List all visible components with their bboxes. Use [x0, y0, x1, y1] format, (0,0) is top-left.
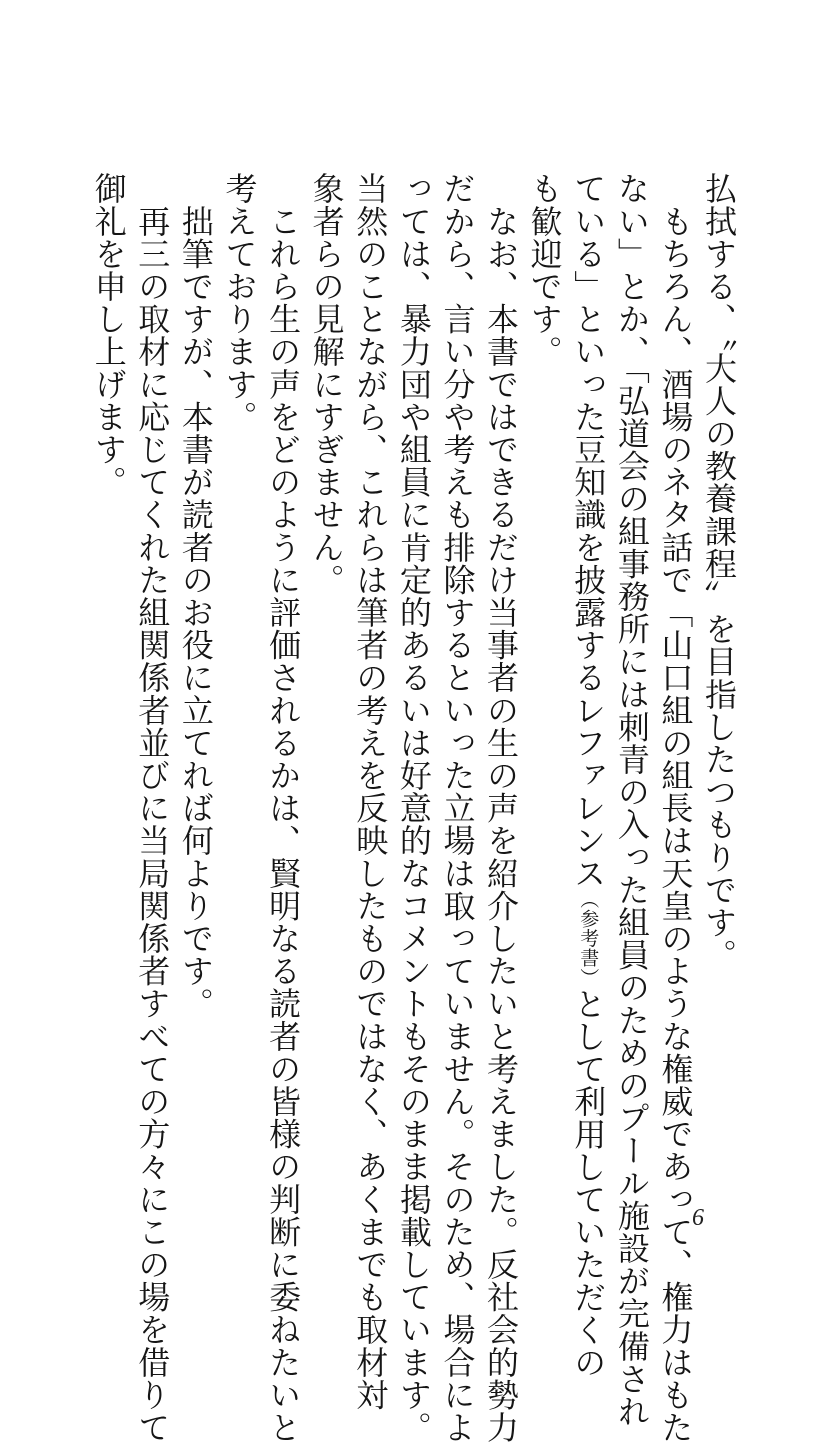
text-line: 拙筆ですが、本書が読者のお役に立てれば何よりです。 — [176, 172, 215, 1020]
text-line: これら生の声をどのように評価されるかは、賢明なる読者の皆様の判断に委ねたいと — [264, 172, 303, 1443]
text-line: 御礼を申し上げます。 — [89, 172, 128, 498]
page-number: 6 — [692, 1205, 704, 1231]
text-segment: として利用していただくの — [569, 987, 608, 1379]
text-line: 象者らの見解にすぎません。 — [307, 172, 346, 596]
text-line: 再三の取材に応じてくれた組関係者並びに当局関係者すべての方々にこの場を借りて — [133, 172, 172, 1443]
text-line: だから、言い分や考えも排除するといった立場は取っていません。そのため、場合によ — [438, 172, 477, 1443]
text-line: 払拭する、〝大人の教養課程〟を目指したつもりです。 — [700, 172, 738, 971]
vertical-text-body — [86, 172, 740, 1443]
text-line: もちろん、酒場のネタ話で「山口組の組長は天皇のような権威であって、権力はもた — [656, 172, 695, 1443]
text-line — [566, 172, 610, 1379]
text-line: っては、暴力団や組員に肯定的あるいは好意的なコメントもそのまま掲載しています。 — [394, 172, 433, 1443]
annotation-small: （参考書） — [577, 889, 600, 988]
text-line: も歓迎です。 — [525, 172, 564, 368]
text-line: 当然のことながら、これらは筆者の考えを反映したものではなく、あくまでも取材対 — [351, 172, 390, 1411]
text-segment: ている」といった豆知識を披露するレファレンス — [569, 172, 608, 890]
text-line: ない」とか、「弘道会の組事務所には刺青の入った組員のためのプール施設が完備され — [612, 172, 651, 1428]
text-line: なお、本書ではできるだけ当事者の生の声を紹介したいと考えました。反社会的勢力 — [482, 172, 521, 1443]
text-line: 考えております。 — [220, 172, 259, 433]
